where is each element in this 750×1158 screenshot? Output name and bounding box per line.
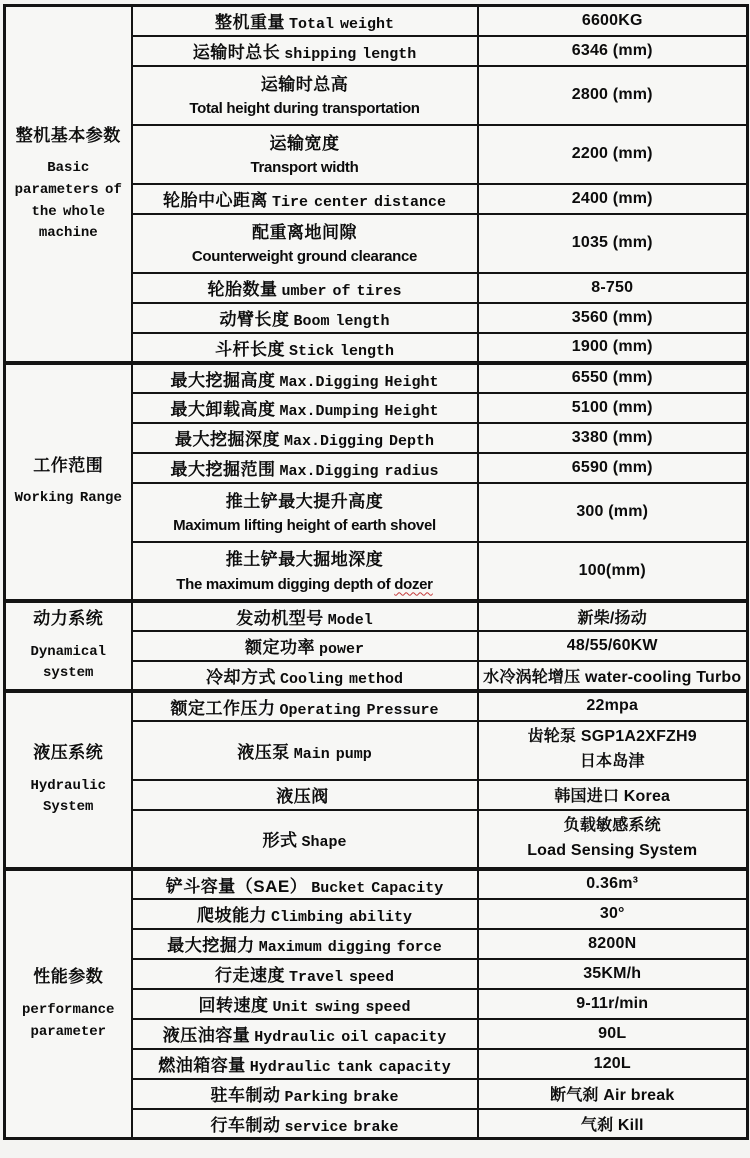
category-label-zh: 整机基本参数: [15, 125, 121, 145]
param-label-en: Max.Digging Depth: [283, 433, 435, 450]
param-label-en: Hydraulic tank capacity: [249, 1059, 451, 1076]
param-cell: [132, 869, 478, 899]
param-cell: [132, 66, 478, 125]
param-cell: [132, 1049, 478, 1079]
param-label-zh: 铲斗容量（SAE）: [165, 876, 308, 896]
value-cell: 6590 (mm): [478, 453, 748, 483]
spec-row: [5, 869, 748, 899]
value-cell: 6346 (mm): [478, 36, 748, 66]
value-line: 负载敏感系统: [563, 816, 661, 834]
param-cell: [132, 36, 478, 66]
param-label-zh: 最大挖掘深度: [174, 430, 280, 449]
param-cell: [132, 483, 478, 542]
param-cell: [132, 423, 478, 453]
param-label-en: Tire center distance: [271, 194, 447, 211]
category-cell: [5, 6, 132, 363]
category-cell: [5, 363, 132, 601]
param-cell: [132, 959, 478, 989]
param-label-zh: 运输时总长: [192, 43, 281, 62]
spec-table-body: [5, 6, 748, 1139]
value-cell: 8-750: [478, 273, 748, 303]
value-cell: 0.36m³: [478, 869, 748, 899]
param-label-zh: 燃油箱容量: [158, 1056, 246, 1075]
param-cell: [132, 542, 478, 601]
param-cell: [132, 899, 478, 929]
spec-row: [5, 6, 748, 36]
value-cell: 2400 (mm): [478, 184, 748, 214]
value-cell: 新柴/扬动: [478, 601, 748, 631]
param-label-zh: 回转速度: [198, 996, 269, 1015]
value-cell: 气刹 Kill: [478, 1109, 748, 1139]
param-label-en: Total weight: [288, 16, 395, 34]
param-label-zh: 最大挖掘力: [167, 936, 255, 955]
param-label-zh: 液压阀: [276, 787, 329, 806]
param-label-zh: 额定功率: [244, 638, 315, 657]
misspelled-word: dozer: [394, 575, 433, 593]
param-cell: [132, 721, 478, 780]
param-cell: [132, 1079, 478, 1109]
param-label-zh: 轮胎数量: [207, 280, 278, 299]
param-cell: [132, 780, 478, 810]
param-label-zh: 运输宽度: [269, 133, 340, 153]
param-label-en: Transport width: [250, 159, 359, 177]
param-label-zh: 最大卸载高度: [170, 400, 276, 419]
value-cell: 2200 (mm): [478, 125, 748, 184]
value-cell: 300 (mm): [478, 483, 748, 542]
param-label-en: Model: [327, 611, 373, 629]
value-cell: 8200N: [478, 929, 748, 959]
category-cell: [5, 691, 132, 869]
value-cell: 35KM/h: [478, 959, 748, 989]
value-cell: 48/55/60KW: [478, 631, 748, 661]
param-label-zh: 配重离地间隙: [252, 222, 357, 242]
param-label-zh: 冷却方式: [205, 667, 276, 687]
param-label-en: Total height during transportation: [189, 100, 420, 118]
param-label-en: The maximum digging depth of dozer: [176, 575, 433, 593]
param-label-zh: 轮胎中心距离: [162, 191, 268, 210]
param-cell: [132, 989, 478, 1019]
param-cell: [132, 810, 478, 869]
value-line: 齿轮泵 SGP1A2XFZH9: [527, 728, 697, 746]
param-cell: [132, 929, 478, 959]
param-cell: [132, 393, 478, 423]
param-cell: [132, 184, 478, 214]
value-line: 日本岛津: [579, 753, 645, 770]
value-cell: 100(mm): [478, 542, 748, 601]
param-label-en: Parking brake: [284, 1089, 399, 1106]
category-label-en: performance parameter: [22, 1001, 115, 1040]
spec-row: [5, 601, 748, 631]
value-cell: 水冷涡轮增压 water-cooling Turbo: [478, 661, 748, 691]
param-label-en: umber of tires: [281, 283, 402, 300]
param-label-zh: 驻车制动: [210, 1086, 281, 1105]
param-cell: [132, 333, 478, 363]
param-cell: [132, 661, 478, 691]
param-label-zh: 整机重量: [214, 13, 285, 33]
param-label-zh: 行车制动: [210, 1115, 281, 1135]
param-label-zh: 斗杆长度: [214, 339, 285, 359]
value-cell: 90L: [478, 1019, 748, 1049]
param-cell: [132, 1019, 478, 1049]
category-cell: [5, 869, 132, 1139]
param-label-en: Hydraulic oil capacity: [254, 1029, 447, 1046]
category-cell: [5, 601, 132, 691]
value-cell: [478, 721, 748, 780]
value-cell: 30°: [478, 899, 748, 929]
value-cell: 5100 (mm): [478, 393, 748, 423]
param-label-zh: 液压油容量: [162, 1026, 251, 1045]
value-cell: 2800 (mm): [478, 66, 748, 125]
param-label-zh: 发动机型号: [236, 608, 324, 628]
param-label-en: power: [318, 641, 364, 658]
value-cell: 3560 (mm): [478, 303, 748, 333]
param-label-zh: 推土铲最大掘地深度: [225, 550, 384, 570]
param-label-en: Maximum lifting height of earth shovel: [173, 517, 436, 535]
param-cell: [132, 303, 478, 333]
param-label-en: Operating Pressure: [279, 701, 439, 719]
param-label-en: Max.Digging radius: [279, 463, 439, 480]
param-label-en: Climbing ability: [270, 909, 413, 926]
param-label-en: Stick length: [288, 342, 395, 360]
param-label-en: Unit swing speed: [272, 999, 411, 1016]
spec-row: [5, 691, 748, 721]
param-label-en: Shape: [301, 834, 347, 851]
param-cell: [132, 6, 478, 36]
value-cell: 6550 (mm): [478, 363, 748, 393]
param-cell: [132, 601, 478, 631]
param-label-en: Maximum digging force: [258, 939, 442, 956]
param-cell: [132, 453, 478, 483]
value-cell: 断气刹 Air break: [478, 1079, 748, 1109]
param-label-zh: 运输时总高: [260, 74, 349, 94]
param-label-en: Max.Dumping Height: [279, 403, 439, 420]
spec-table: [3, 4, 749, 1140]
param-label-en: Main pump: [293, 745, 372, 763]
value-cell: 韩国进口 Korea: [478, 780, 748, 810]
category-label-en: Working Range: [14, 490, 122, 507]
param-label-en: Max.Digging Height: [279, 373, 439, 391]
value-cell: [478, 810, 748, 869]
param-cell: [132, 631, 478, 661]
category-label-zh: 液压系统: [33, 743, 104, 763]
param-label-zh: 动臂长度: [219, 310, 290, 329]
param-label-zh: 最大挖掘范围: [170, 460, 276, 479]
value-cell: 22mpa: [478, 691, 748, 721]
category-label-zh: 性能参数: [33, 967, 104, 987]
param-label-zh: 液压泵: [237, 742, 290, 762]
value-cell: 1900 (mm): [478, 333, 748, 363]
param-label-en: Boom length: [293, 313, 390, 330]
param-cell: [132, 363, 478, 393]
param-label-zh: 爬坡能力: [196, 906, 267, 925]
param-label-zh: 额定工作压力: [170, 698, 276, 718]
param-label-en: shipping length: [284, 46, 417, 63]
value-cell: 120L: [478, 1049, 748, 1079]
param-cell: [132, 125, 478, 184]
category-label-en: Basic parameters of the whole machine: [14, 160, 122, 242]
category-label-en: Hydraulic System: [30, 777, 107, 816]
value-cell: 3380 (mm): [478, 423, 748, 453]
param-cell: [132, 691, 478, 721]
param-cell: [132, 273, 478, 303]
category-label-en: Dynamical system: [30, 643, 107, 682]
value-cell: 1035 (mm): [478, 214, 748, 273]
spec-row: [5, 363, 748, 393]
value-line: Load Sensing System: [527, 841, 698, 859]
param-label-zh: 行走速度: [214, 966, 285, 985]
value-cell: 9-11r/min: [478, 989, 748, 1019]
param-label-en: Cooling method: [279, 670, 404, 688]
param-label-en: Counterweight ground clearance: [191, 248, 418, 266]
param-cell: [132, 214, 478, 273]
value-cell: 6600KG: [478, 6, 748, 36]
param-label-en: Bucket Capacity: [311, 879, 444, 897]
param-label-en: service brake: [284, 1118, 399, 1136]
param-label-zh: 最大挖掘高度: [170, 370, 276, 390]
category-label-zh: 动力系统: [33, 609, 104, 629]
param-cell: [132, 1109, 478, 1139]
category-label-zh: 工作范围: [33, 455, 104, 475]
param-label-zh: 推土铲最大提升高度: [225, 491, 384, 511]
param-label-en: Travel speed: [288, 969, 395, 986]
param-label-zh: 形式: [262, 831, 298, 850]
